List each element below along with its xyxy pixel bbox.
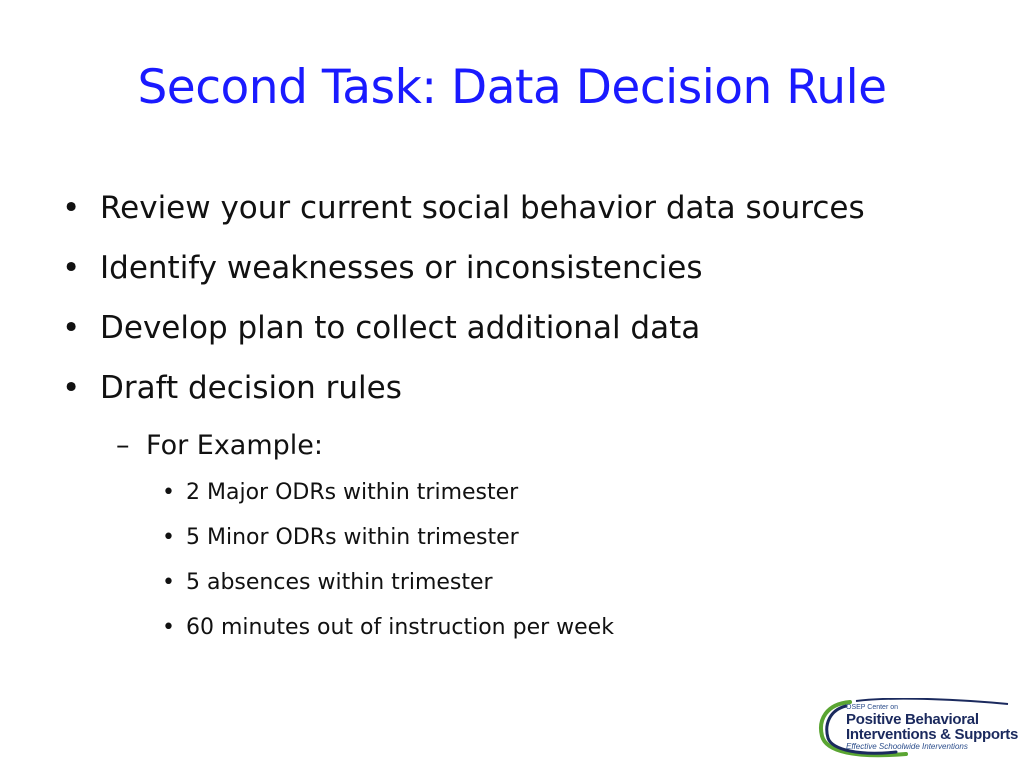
bullet-text: Identify weaknesses or inconsistencies — [100, 250, 703, 286]
example-marker: • — [162, 525, 175, 550]
logo-tagline: Effective Schoolwide Interventions — [846, 742, 968, 751]
example-item — [162, 480, 1002, 525]
logo-line2: Interventions & Supports — [846, 726, 1018, 743]
bullet-marker: • — [62, 310, 81, 346]
example-item — [162, 615, 1002, 660]
bullet-marker: • — [62, 370, 81, 406]
slide-title: Second Task: Data Decision Rule — [137, 60, 887, 115]
pbis-logo — [816, 698, 1016, 760]
dash-marker: – — [116, 430, 130, 461]
example-text: 60 minutes out of instruction per week — [186, 615, 614, 640]
bullet-marker: • — [62, 250, 81, 286]
example-item — [162, 570, 1002, 615]
example-item — [162, 525, 1002, 570]
bullet-item — [62, 310, 1002, 370]
bullet-text: Develop plan to collect additional data — [100, 310, 701, 346]
bullet-text: Draft decision rules — [100, 370, 402, 406]
logo-line1: Positive Behavioral — [846, 711, 979, 728]
bullet-item — [62, 190, 1002, 250]
example-marker: • — [162, 615, 175, 640]
logo-prefix: OSEP Center on — [846, 704, 899, 711]
sub-bullet-item — [116, 430, 1002, 480]
bullet-marker: • — [62, 190, 81, 226]
example-text: 2 Major ODRs within trimester — [186, 480, 519, 505]
bullet-item — [62, 370, 1002, 430]
example-marker: • — [162, 480, 175, 505]
example-text: 5 Minor ODRs within trimester — [186, 525, 519, 550]
bullet-item — [62, 250, 1002, 310]
example-marker: • — [162, 570, 175, 595]
bullet-list — [62, 190, 1002, 660]
sub-bullet-text: For Example: — [146, 430, 324, 461]
logo-text — [846, 704, 1018, 752]
bullet-text: Review your current social behavior data sources — [100, 190, 865, 226]
example-text: 5 absences within trimester — [186, 570, 493, 595]
